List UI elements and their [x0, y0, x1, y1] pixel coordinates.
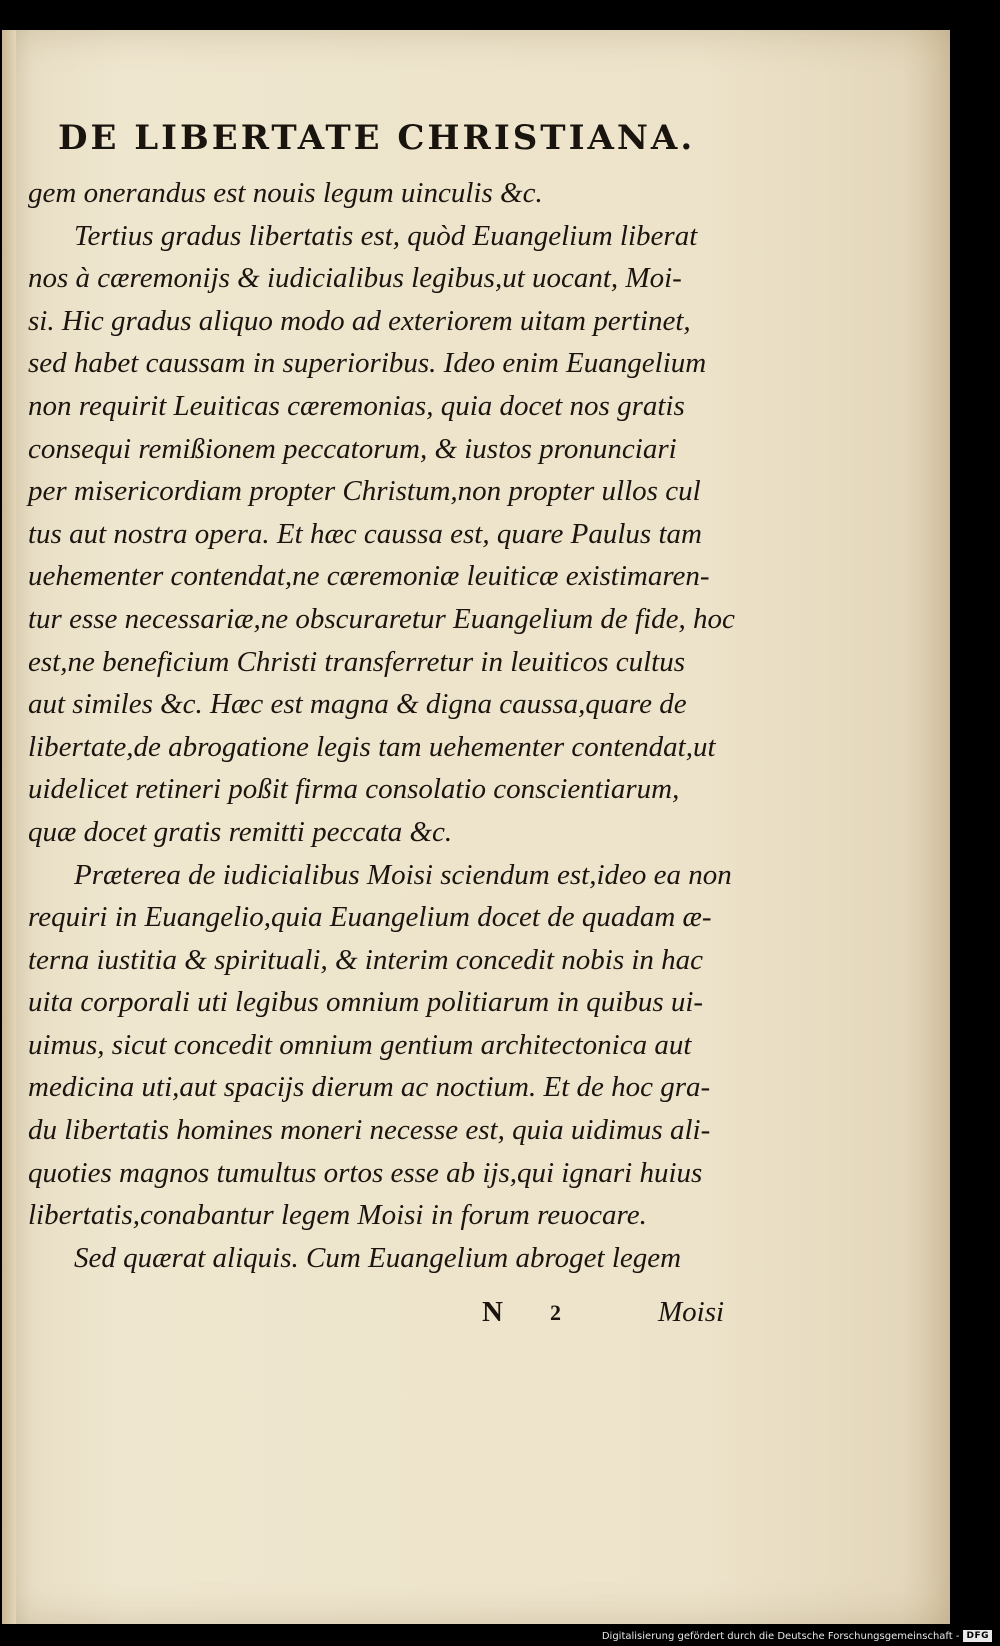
text-line: consequi remißionem peccatorum, & iustos pronunciari	[28, 432, 677, 465]
text-line: sed habet caussam in superioribus. Ideo enim Euangelium	[28, 347, 707, 380]
text-line: gem onerandus est nouis legum uinculis &c.	[28, 177, 543, 209]
text-line: quæ docet gratis remitti peccata &c.	[28, 815, 453, 848]
text-line: requiri in Euangelio,quia Euangelium docet de quadam æ-	[28, 901, 712, 934]
text-line: libertate,de abrogatione legis tam uehementer contendat,ut	[28, 730, 716, 763]
credit-text: Digitalisierung gefördert durch die Deutsche Forschungsgemeinschaft -	[601, 1630, 960, 1642]
text-line: uimus, sicut concedit omnium gentium architectonica aut	[28, 1028, 692, 1061]
catchword: Moisi	[658, 1296, 725, 1328]
page-footer	[482, 1296, 742, 1338]
body-text	[28, 172, 740, 1279]
text-line: uidelicet retineri poßit firma consolatio conscientiarum,	[28, 773, 680, 806]
text-line: tus aut nostra opera. Et hæc caussa est, quare Paulus tam	[28, 517, 702, 550]
signature-number: 2	[550, 1300, 561, 1325]
text-line: du libertatis homines moneri necesse est, quia uidimus ali-	[28, 1114, 711, 1147]
dfg-logo: DFG	[963, 1630, 992, 1642]
text-line: non requirit Leuiticas cæremonias, quia docet nos gratis	[28, 389, 685, 422]
text-line: Tertius gradus libertatis est, quòd Euangelium liberat	[74, 219, 698, 252]
text-line: per misericordiam propter Christum,non propter ullos cul	[28, 475, 701, 508]
digitization-credit	[602, 1630, 992, 1642]
text-line: nos à cæremonijs & iudicialibus legibus,ut uocant, Moi-	[28, 262, 682, 295]
text-line: aut similes &c. Hæc est magna & digna caussa,quare de	[28, 688, 687, 721]
text-line: terna iustitia & spirituali, & interim concedit nobis in hac	[28, 943, 704, 976]
text-line: si. Hic gradus aliquo modo ad exteriorem uitam pertinet,	[28, 304, 691, 337]
book-page	[2, 30, 950, 1624]
text-line: uehementer contendat,ne cæremoniæ leuiticæ existimaren-	[28, 560, 710, 593]
text-line: tur esse necessariæ,ne obscuraretur Euangelium de fide, hoc	[28, 602, 735, 635]
text-line: medicina uti,aut spacijs dierum ac noctium. Et de hoc gra-	[28, 1071, 711, 1104]
text-line: quoties magnos tumultus ortos esse ab ijs,qui ignari huius	[28, 1156, 703, 1189]
text-line: libertatis,conabantur legem Moisi in forum reuocare.	[28, 1199, 647, 1232]
text-line: Sed quærat aliquis. Cum Euangelium abroget legem	[74, 1241, 682, 1274]
text-line: uita corporali uti legibus omnium politiarum in quibus ui-	[28, 986, 704, 1019]
text-line: Præterea de iudicialibus Moisi sciendum est,ideo ea non	[74, 858, 732, 891]
text-line: est,ne beneficium Christi transferretur in leuiticos cultus	[28, 645, 686, 678]
page-gutter-edge	[2, 30, 16, 1624]
running-head: DE LIBERTATE CHRISTIANA.	[58, 118, 696, 158]
signature-mark: N	[482, 1296, 503, 1328]
